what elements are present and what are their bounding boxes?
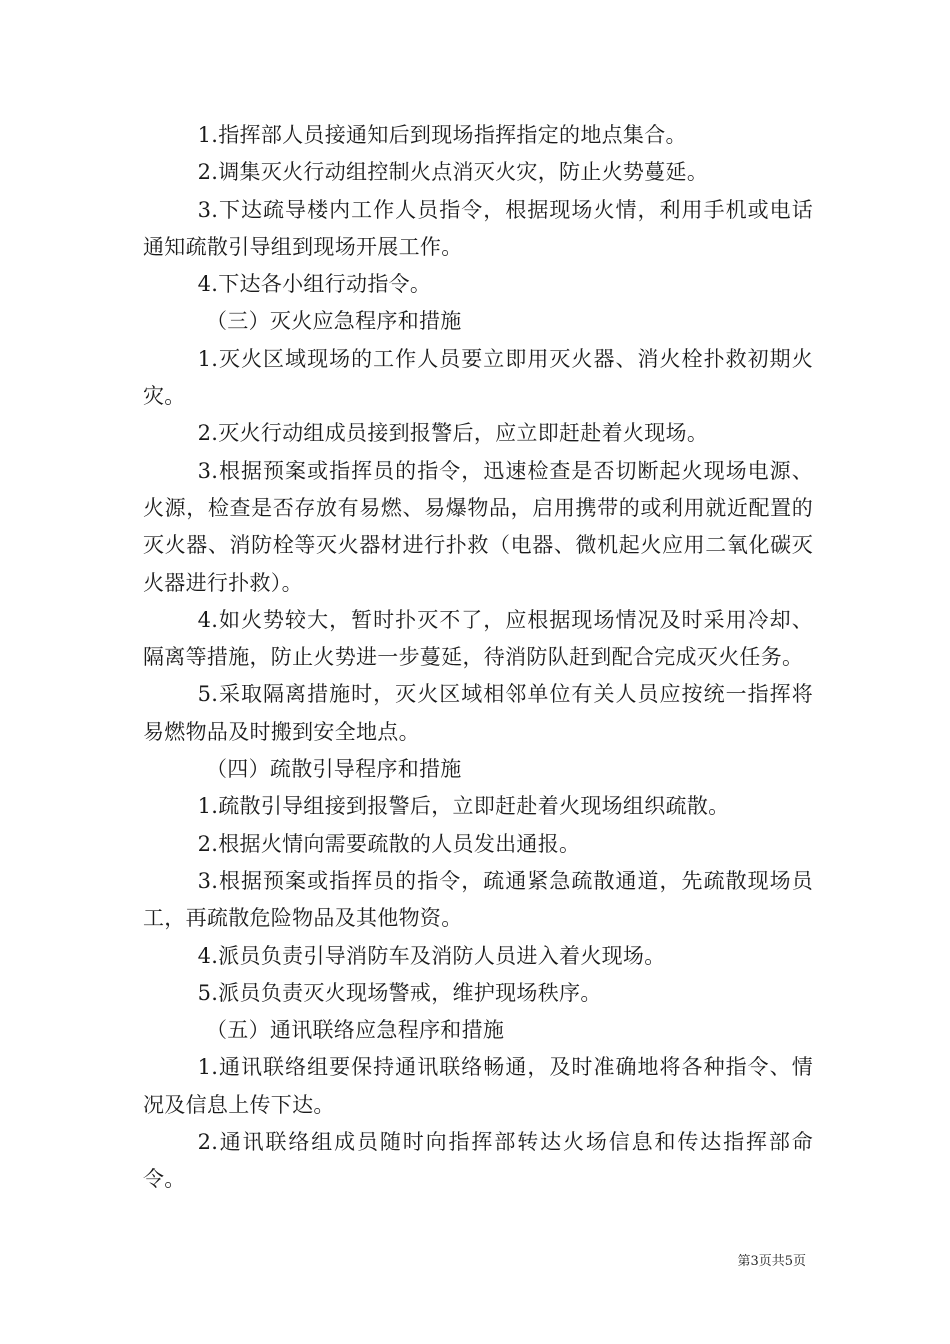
section-heading: （三）灭火应急程序和措施 — [206, 309, 462, 334]
page-number: 第3页共5页 — [737, 1254, 806, 1269]
list-item: 3.下达疏导楼内工作人员指令，根据现场火情，利用手机或电话通知疏散引导组到现场开展工作。 — [143, 197, 813, 259]
list-item: 5.采取隔离措施时，灭火区域相邻单位有关人员应按统一指挥将易燃物品及时搬到安全地点。 — [143, 682, 813, 744]
list-item: 1.通讯联络组要保持通讯联络畅通，及时准确地将各种指令、情况及信息上传下达。 — [143, 1055, 813, 1117]
section-heading: （五）通讯联络应急程序和措施 — [206, 1018, 505, 1043]
list-item: 4.派员负责引导消防车及消防人员进入着火现场。 — [197, 943, 666, 968]
list-item: 3.根据预案或指挥员的指令，疏通紧急疏散通道，先疏散现场员工，再疏散危险物品及其他物资。 — [143, 868, 813, 931]
list-item: 5.派员负责灭火现场警戒，维护现场秩序。 — [197, 980, 602, 1005]
list-item: 4.如火势较大，暂时扑灭不了，应根据现场情况及时采用冷却、隔离等措施，防止火势进一步蔓延，待消防队赶到配合完成灭火任务。 — [143, 607, 813, 670]
list-item: 2.通讯联络组成员随时向指挥部转达火场信息和传达指挥部命令。 — [143, 1130, 813, 1192]
document-body — [143, 117, 813, 1199]
list-item: 1.灭火区域现场的工作人员要立即用灭火器、消火栓扑救初期火灾。 — [143, 346, 813, 409]
list-item: 1.指挥部人员接通知后到现场指挥指定的地点集合。 — [197, 123, 687, 147]
list-item: 4.下达各小组行动指令。 — [197, 272, 432, 297]
list-item: 2.灭火行动组成员接到报警后，应立即赶赴着火现场。 — [197, 421, 709, 446]
list-item: 2.根据火情向需要疏散的人员发出通报。 — [197, 831, 581, 856]
list-item: 1.疏散引导组接到报警后，立即赶赴着火现场组织疏散。 — [197, 794, 730, 819]
list-item: 3.根据预案或指挥员的指令，迅速检查是否切断起火现场电源、火源，检查是否存放有易燃、易爆物品，启用携带的或利用就近配置的灭火器、消防栓等灭火器材进行扑救（电器、微机起火应用二氧化碳灭火器进行扑救）。 — [143, 458, 813, 595]
list-item: 2.调集灭火行动组控制火点消灭火灾，防止火势蔓延。 — [197, 160, 709, 185]
section-heading: （四）疏散引导程序和措施 — [206, 757, 462, 782]
